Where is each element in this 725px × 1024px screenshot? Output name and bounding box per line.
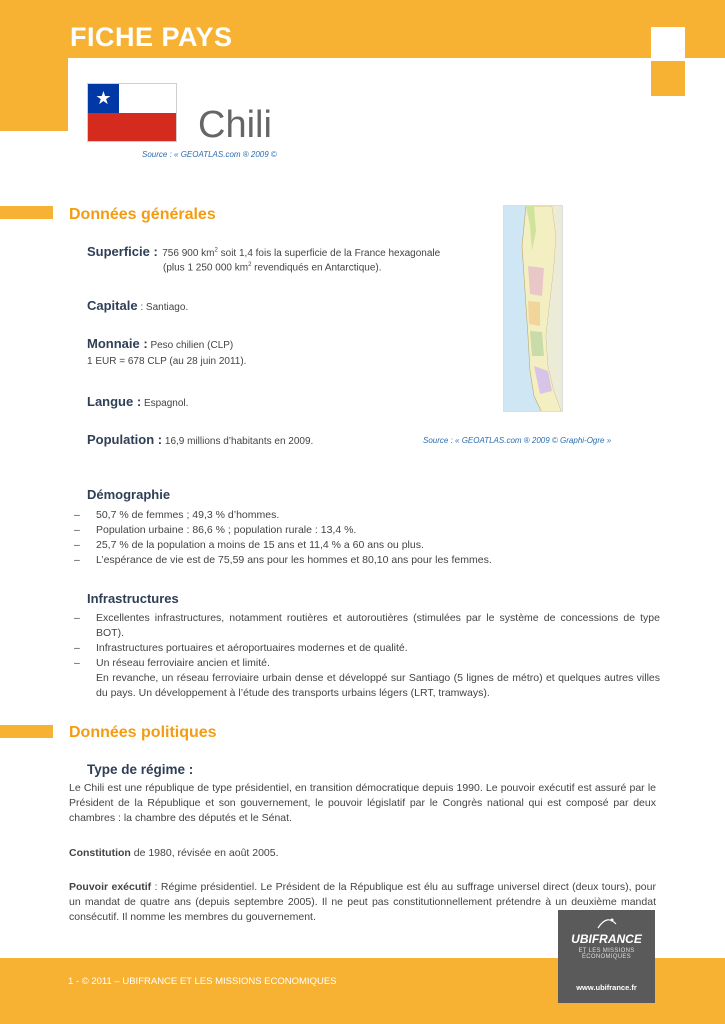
- infrastructures-continuation: En revanche, un réseau ferroviaire urbain dense et développé sur Santiago (5 lignes de métro) et quelques autres villes du pays. Un développement à l’étude des transports urbains légers (LRT, tramways).: [96, 672, 660, 699]
- monnaie-value: Peso chilien (CLP): [147, 340, 234, 351]
- logo-subtitle: ET LES MISSIONS ÉCONOMIQUES: [578, 948, 635, 960]
- list-item: – Population urbaine : 86,6 % ; population rurale : 13,4 %.: [74, 524, 357, 536]
- list-item: – 25,7 % de la population a moins de 15 ans et 11,4 % a 60 ans ou plus.: [74, 539, 424, 551]
- list-item: – Un réseau ferroviaire ancien et limité.: [74, 657, 270, 669]
- logo-swoosh-icon: [596, 916, 618, 930]
- executif-text: : Régime présidentiel. Le Président de la République est élu au suffrage universel direct (deux tours), pour un mandat de quatre ans (depuis septembre 2005). Il ne peut pas constitutionnellement prétendre à un deuxième mandat consécutif. Il nomme les membres du gouvernement.: [69, 881, 656, 923]
- header-left-band: [0, 58, 68, 131]
- superficie-label: Superficie :: [87, 244, 158, 259]
- section-title-general: Données générales: [69, 206, 216, 223]
- capitale-label: Capitale: [87, 298, 138, 313]
- decor-square-white: [651, 27, 685, 58]
- population-value: 16,9 millions d’habitants en 2009.: [162, 436, 314, 447]
- chile-flag: [87, 83, 177, 142]
- star-icon: ★: [95, 88, 112, 108]
- footer-text: 1 - © 2011 – UBIFRANCE ET LES MISSIONS ECONOMIQUES: [68, 976, 337, 987]
- flag-source: Source : « GEOATLAS.com ® 2009 ©: [142, 150, 277, 159]
- executif-label: Pouvoir exécutif: [69, 881, 152, 893]
- map-source: Source : « GEOATLAS.com ® 2009 © Graphi-Ogre »: [423, 436, 612, 445]
- list-item: – L’espérance de vie est de 75,59 ans pour les hommes et 80,10 ans pour les femmes.: [74, 554, 492, 566]
- demographie-list: [70, 508, 660, 568]
- capitale-value: : Santiago.: [137, 302, 189, 313]
- capitale-block: [87, 297, 188, 315]
- monnaie-rate: 1 EUR = 678 CLP (au 28 juin 2011).: [87, 356, 247, 367]
- superficie-block: [87, 243, 487, 261]
- langue-value: Espagnol.: [141, 398, 189, 409]
- country-name: Chili: [198, 104, 272, 146]
- chile-map-drawing: [504, 206, 563, 412]
- logo-name: UBIFRANCE: [571, 932, 642, 946]
- constitution-label: Constitution: [69, 847, 131, 859]
- constitution-text: de 1980, révisée en août 2005.: [130, 847, 279, 859]
- population-label: Population :: [87, 432, 163, 447]
- langue-label: Langue :: [87, 394, 142, 409]
- logo-url: www.ubifrance.fr: [576, 983, 637, 992]
- infrastructures-title: Infrastructures: [87, 591, 179, 606]
- ubifrance-logo: [558, 910, 655, 1003]
- list-item: – Infrastructures portuaires et aéroportuaires modernes et de qualité.: [74, 642, 408, 654]
- superficie-value: 756 900 $km^2$ soit 1,4 fois la superficie de la France hexagonale: [162, 247, 441, 259]
- list-item: – Excellentes infrastructures, notamment routières et autoroutières (stimulées par le système de concessions de type BOT).: [74, 612, 660, 639]
- langue-block: [87, 393, 188, 411]
- list-item: – 50,7 % de femmes ; 49,3 % d’hommes.: [74, 509, 280, 521]
- decor-square-orange: [651, 61, 685, 96]
- monnaie-label: Monnaie :: [87, 336, 148, 351]
- monnaie-block: [87, 335, 233, 353]
- infrastructures-list: [70, 611, 660, 701]
- superficie-value-2: (plus 1 250 000 $km^2$ revendiqués en Antarctique).: [163, 262, 382, 274]
- population-block: [87, 431, 313, 449]
- demographie-title: Démographie: [87, 487, 171, 502]
- chile-map: [503, 205, 563, 412]
- section-title-politique: Données politiques: [69, 724, 217, 741]
- page-title: FICHE PAYS: [70, 22, 233, 52]
- section-bar-politique: [0, 725, 53, 738]
- constitution-paragraph: [69, 846, 656, 861]
- regime-title: Type de régime :: [87, 762, 194, 777]
- regime-text: Le Chili est une république de type présidentiel, en transition démocratique depuis 1990. Le pouvoir exécutif est assuré par le Président de la République et son gouvernement, le pouvoir législatif par le Congrès national qui est composé par deux chambres : la chambre des députés et le Sénat.: [69, 782, 656, 824]
- section-bar-general: [0, 206, 53, 219]
